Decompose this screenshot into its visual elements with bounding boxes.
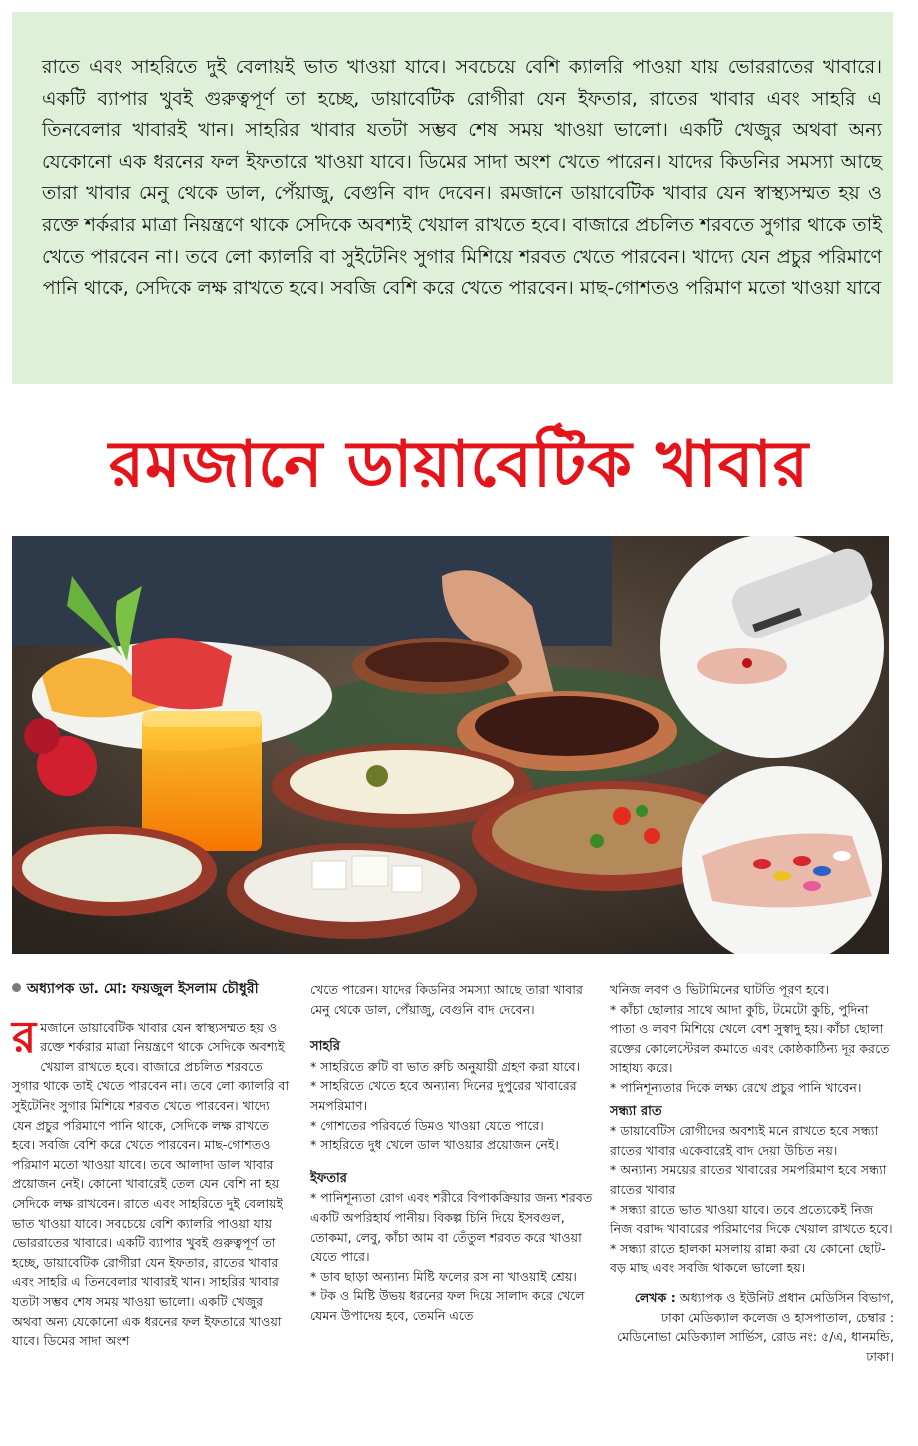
column-2-lead: খেতে পারেন। যাদের কিডনির সমস্যা আছে তারা খাবার মেনু থেকে ডাল, পেঁয়াজু, বেগুনি বাদ দেবেন। <box>310 982 583 1017</box>
list-item: * সাহরিতে খেতে হবে অন্যান্য দিনের দুপুরের খাবারের সমপরিমাণ। <box>310 1078 577 1113</box>
list-item: * কাঁচা ছোলার সাথে আদা কুচি, টমেটো কুচি, পুদিনা পাতা ও লবণ মিশিয়ে খেলে বেশ সুস্বাদু হয়। কাঁচা ছোলা রক্তের কোলেস্টেরল কমাতে এবং কোষ্ঠকাঠিন্য দূর করতে সাহায্য করে। <box>610 1001 890 1076</box>
list-item: * পানিশূন্যতার দিকে লক্ষ্য রেখে প্রচুর পানি খাবেন। <box>610 1079 862 1095</box>
article-column-1 <box>12 980 290 1351</box>
byline <box>12 980 290 1000</box>
list-item: * গোশতের পরিবর্তে ডিমও খাওয়া যেতে পারে। <box>310 1117 544 1133</box>
page-title: রমজানে ডায়াবেটিক খাবার <box>108 428 810 502</box>
intro-paragraph: মজানে ডায়াবেটিক খাবার যেন স্বাস্থ্যসম্মত হয় ও রক্তে শর্করার মাত্রা নিয়ন্ত্রণে থাকে সেদিকে অবশ্যই খেয়াল রাখতে হবে। বাজারে প্রচলিত শরবতে সুগার থাকে তাই খেতে পারবেন না। তবে লো ক্যালরি বা সুইটেনিং সুগার মিশিয়ে শরবত খেতে পারবেন। খাদ্যে যেন প্রচুর পরিমাণে পানি থাকে, সেদিকে লক্ষ রাখতে হবে। সবজি বেশি করে খেতে পারবেন। মাছ-গোশতও পরিমাণ মতো খাওয়া যাবে। তবে আলাদা ডাল খাবার প্রয়োজন নেই। কোনো খাবারেই তেল যেন বেশি না হয় সেদিকে লক্ষ রাখবেন। রাতে এবং সাহরিতে দুই বেলায়ই ভাত খাওয়া যাবে। সবচেয়ে বেশি ক্যালরি পাওয়া যায় ভোররাতের খাবারে। একটি ব্যাপার খুবই গুরুত্বপূর্ণ তা হচ্ছে, ডায়াবেটিক রোগীরা যেন ইফতার, রাতের খাবার এবং সাহরি এ তিনবেলার খাবারই খান। সাহরির খাবার যতটা সম্ভব শেষ সময় খাওয়া ভালো। একটি খেজুর অথবা অন্য যেকোনো এক ধরনের ফল ইফতারে খাওয়া যাবে। ডিমের সাদা অংশ <box>12 1019 290 1349</box>
drop-cap: র <box>12 1011 37 1063</box>
credit-label: লেখক : <box>634 1289 676 1305</box>
list-item: * টক ও মিষ্টি উভয় ধরনের ফল দিয়ে সালাদ করে খেলে যেমন উপাদেয় হবে, তেমনি এতে <box>310 1288 585 1323</box>
article-column-3 <box>610 980 894 1366</box>
iftar-food-illustration <box>12 536 889 954</box>
food-photo <box>12 536 889 954</box>
article-column-2 <box>310 980 595 1326</box>
author-credit <box>610 1288 894 1366</box>
section-heading-sahri: সাহরি <box>310 1039 341 1055</box>
list-item: * পানিশূন্যতা রোগ এবং শরীরে বিপাকক্রিয়ার জন্য শরবত একটি অপরিহার্য পানীয়। বিকল্প চিনি দিয়ে ইসবগুল, তোকমা, লেবু, কাঁচা আম বা তেঁতুল শরবত করে খাওয়া যেতে পারে। <box>310 1190 593 1265</box>
list-item: * সন্ধ্যা রাতে হালকা মসলায় রান্না করা যে কোনো ছোট-বড় মাছ এবং সবজি থাকলে ভালো হয়। <box>610 1240 886 1276</box>
list-item: * সাহরিতে দুধ খেলে ডাল খাওয়ার প্রয়োজন নেই। <box>310 1137 559 1153</box>
bullet-icon <box>12 983 21 992</box>
list-item: * ডাব ছাড়া অন্যান্য মিষ্টি ফলের রস না খাওয়াই শ্রেয়। <box>310 1268 577 1284</box>
list-item: * সাহরিতে রুটি বা ভাত রুচি অনুযায়ী গ্রহণ করা যাবে। <box>310 1058 581 1074</box>
list-item: * সন্ধ্যা রাতে ভাত খাওয়া যাবে। তবে প্রত্যেকেই নিজ নিজ বরাদ্দ খাবারের পরিমাণের দিকে খেয়াল রাখতে হবে। <box>610 1201 893 1237</box>
summary-box <box>12 12 893 384</box>
section-heading-evening: সন্ধ্যা রাত <box>610 1103 662 1119</box>
summary-text: রাতে এবং সাহরিতে দুই বেলায়ই ভাত খাওয়া যাবে। সবচেয়ে বেশি ক্যালরি পাওয়া যায় ভোররাতের খাবারে। একটি ব্যাপার খুবই গুরুত্বপূর্ণ তা হচ্ছে, ডায়াবেটিক রোগীরা যেন ইফতার, রাতের খাবার এবং সাহরি এ তিনবেলার খাবারই খান। সাহরির খাবার যতটা সম্ভব শেষ সময় খাওয়া ভালো। একটি খেজুর অথবা অন্য যেকোনো এক ধরনের ফল ইফতারে খাওয়া যাবে। ডিমের সাদা অংশ খেতে পারেন। যাদের কিডনির সমস্যা আছে তারা খাবার মেনু থেকে ডাল, পেঁয়াজু, বেগুনি বাদ দেবেন। রমজানে ডায়াবেটিক খাবার যেন স্বাস্থ্যসম্মত হয় ও রক্তে শর্করার মাত্রা নিয়ন্ত্রণে থাকে সেদিকে অবশ্যই খেয়াল রাখতে হবে। বাজারে প্রচলিত শরবতে সুগার থাকে তাই খেতে পারবেন না। তবে লো ক্যালরি বা সুইটেনিং সুগার মিশিয়ে শরবত খেতে পারবেন। খাদ্যে যেন প্রচুর পরিমাণে পানি থাকে, সেদিকে লক্ষ রাখতে হবে। সবজি বেশি করে খেতে পারবেন। মাছ-গোশতও পরিমাণ মতো খাওয়া যাবে <box>42 56 882 300</box>
list-item: * ডায়াবেটিস রোগীদের অবশ্যই মনে রাখতে হবে সন্ধ্যা রাতের খাবার একেবারেই বাদ দেয়া উচিত নয়। <box>610 1123 879 1158</box>
section-heading-iftar: ইফতার <box>310 1170 347 1186</box>
credit-text: অধ্যাপক ও ইউনিট প্রধান মেডিসিন বিভাগ, ঢাকা মেডিক্যাল কলেজ ও হাসপাতাল, চেম্বার : মেডিনোভা মেডিক্যাল সার্ভিস, রোড নং: ৫/এ, ধানমন্ডি, ঢাকা। <box>616 1289 894 1364</box>
column-3-lead: খনিজ লবণ ও ভিটামিনের ঘাটতি পূরণ হবে। <box>610 982 830 997</box>
list-item: * অন্যান্য সময়ের রাতের খাবারের সমপরিমাণ হবে সন্ধ্যা রাতের খাবার <box>610 1162 887 1197</box>
author-name: অধ্যাপক ডা. মো: ফয়জুল ইসলাম চৌধুরী <box>27 981 259 997</box>
